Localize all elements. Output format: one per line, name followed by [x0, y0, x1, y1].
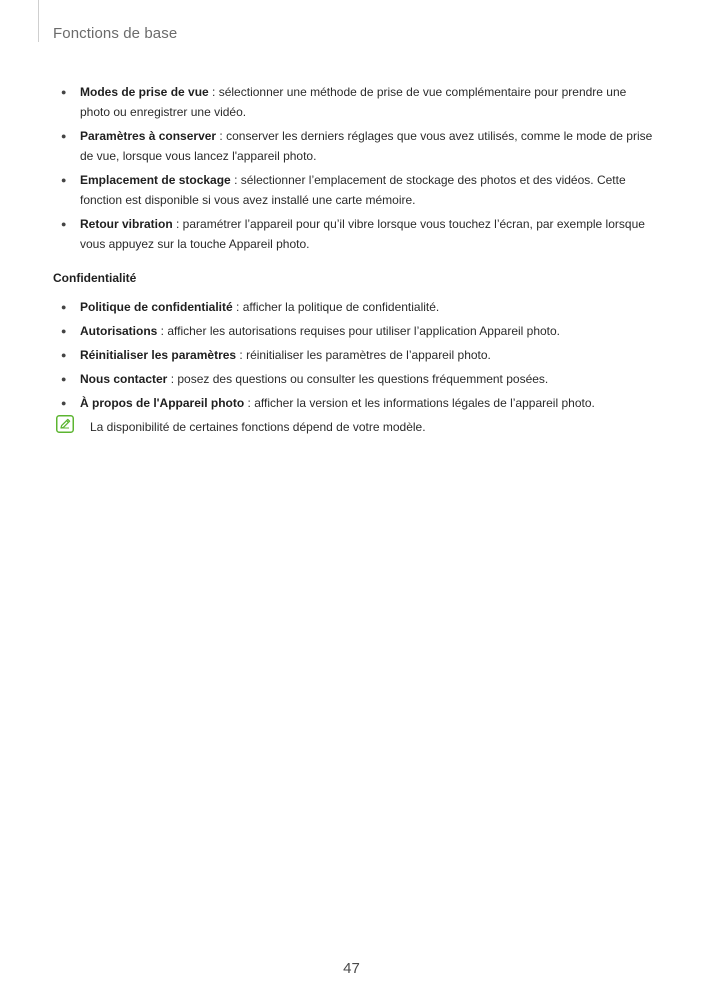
bullet-icon: ●: [61, 175, 67, 185]
list-item-modes-de-prise-de-vue: [53, 82, 653, 122]
settings-bullet-list: [53, 82, 653, 254]
list-item-text: : afficher la politique de confidentialité.: [232, 300, 440, 314]
list-item-term: Politique de confidentialité: [80, 300, 233, 314]
list-item-text: : réinitialiser les paramètres de l’appareil photo.: [236, 348, 491, 362]
list-item-emplacement-de-stockage: [53, 170, 653, 210]
page-header-title: Fonctions de base: [53, 25, 178, 42]
note-block: [53, 417, 653, 439]
list-item-term: À propos de l'Appareil photo: [80, 396, 245, 410]
list-item-autorisations: [53, 321, 653, 341]
page-number: 47: [343, 960, 360, 977]
list-item-retour-vibration: [53, 214, 653, 254]
list-item-reinitialiser-les-parametres: [53, 345, 653, 365]
list-item-term: Nous contacter: [80, 372, 168, 386]
list-item-parametres-a-conserver: [53, 126, 653, 166]
list-item-text: : paramétrer l’appareil pour qu’il vibre lorsque vous touchez l’écran, par exemple lorsque vous appuyez sur la touche Appareil photo.: [80, 217, 645, 251]
list-item-term: Modes de prise de vue: [80, 85, 209, 99]
bullet-icon: ●: [61, 219, 67, 229]
list-item-text: : sélectionner une méthode de prise de vue complémentaire pour prendre une photo ou enregistrer une vidéo.: [80, 85, 627, 119]
list-item-term: Retour vibration: [80, 217, 173, 231]
note-pencil-icon: [56, 415, 74, 433]
bullet-icon: ●: [61, 131, 67, 141]
list-item-term: Paramètres à conserver: [80, 129, 217, 143]
list-item-text: : afficher la version et les informations légales de l’appareil photo.: [244, 396, 595, 410]
list-item-text: : posez des questions ou consulter les questions fréquemment posées.: [167, 372, 549, 386]
list-item-nous-contacter: [53, 369, 653, 389]
bullet-icon: ●: [61, 398, 67, 408]
bullet-icon: ●: [61, 350, 67, 360]
note-text: La disponibilité de certaines fonctions dépend de votre modèle.: [90, 420, 426, 434]
bullet-icon: ●: [61, 326, 67, 336]
list-item-term: Emplacement de stockage: [80, 173, 231, 187]
list-item-term: Autorisations: [80, 324, 158, 338]
privacy-bullet-list: [53, 297, 653, 413]
bullet-icon: ●: [61, 87, 67, 97]
list-item-text: : afficher les autorisations requises pour utiliser l’application Appareil photo.: [157, 324, 561, 338]
section-heading-confidentialite: Confidentialité: [53, 271, 137, 285]
list-item-text: : conserver les derniers réglages que vous avez utilisés, comme le mode de prise de vue, lorsque vous lancez l'appareil photo.: [80, 129, 653, 163]
list-item-politique-de-confidentialite: [53, 297, 653, 317]
list-item-text: : sélectionner l’emplacement de stockage des photos et des vidéos. Cette fonction est disponible si vous avez installé une carte mémoire.: [80, 173, 626, 207]
bullet-icon: ●: [61, 302, 67, 312]
page-content: [53, 82, 653, 439]
header-rule: [38, 0, 39, 42]
list-item-term: Réinitialiser les paramètres: [80, 348, 237, 362]
list-item-a-propos: [53, 393, 653, 413]
bullet-icon: ●: [61, 374, 67, 384]
